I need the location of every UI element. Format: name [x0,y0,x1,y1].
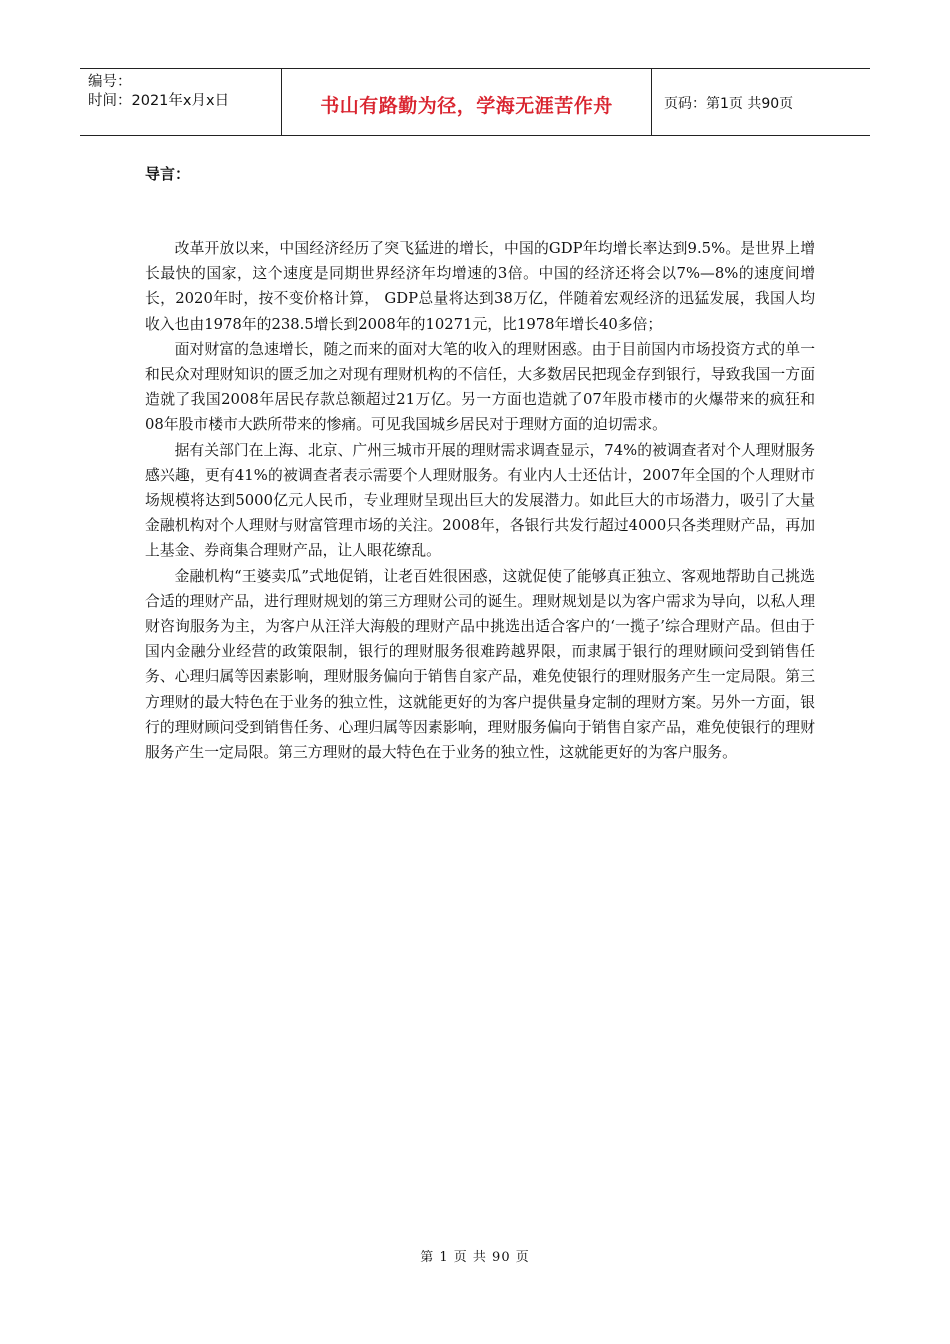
page-header [80,68,870,136]
header-meta [80,69,282,135]
paragraph: 改革开放以来，中国经济经历了突飞猛进的增长，中国的GDP年均增长率达到9.5%。是世界上增长最快的国家，这个速度是同期世界经济年均增速的3倍。中国的经济还将会以7%—8%的速度间增长，2020年时，按不变价格计算， GDP总量将达到38万亿，伴随着宏观经济的迅猛发展，我国人均收入也由1978年的238.5增长到2008年的10271元，比1978年增长40多倍； [145,240,815,333]
paragraph: 面对财富的急速增长，随之而来的面对大笔的收入的理财困惑。由于目前国内市场投资方式的单一和民众对理财知识的匮乏加之对现有理财机构的不信任，大多数居民把现金存到银行，导致我国一方面造就了我国2008年居民存款总额超过21万亿。另一方面也造就了07年股市楼市的火爆带来的疯狂和08年股市楼市大跌所带来的惨痛。可见我国城乡居民对于理财方面的迫切需求。 [145,340,815,434]
header-page-info: 页码：第1页 共90页 [664,96,794,112]
header-page-info-cell [652,69,870,135]
paragraph: 金融机构“王婆卖瓜”式地促销，让老百姓很困惑，这就促使了能够真正独立、客观地帮助自己挑选合适的理财产品，进行理财规划的第三方理财公司的诞生。理财规划是以为客户需求为导向，以私人理财咨询服务为主，为客户从汪洋大海般的理财产品中挑选出适合客户的‘一揽子’综合理财产品。但由于国内金融分业经营的政策限制，银行的理财服务很难跨越界限，而隶属于银行的理财顾问受到销售任务、心理归属等因素影响，理财服务偏向于销售自家产品，难免使银行的理财服务产生一定局限。第三方理财的最大特色在于业务的独立性，这就能更好的为客户提供量身定制的理财方案。另外一方面，银行的理财顾问受到销售任务、心理归属等因素影响，理财服务偏向于销售自家产品，难免使银行的理财服务产生一定局限。第三方理财的最大特色在于业务的独立性，这就能更好的为客户服务。 [145,567,815,762]
header-motto-cell [282,69,652,135]
paragraph: 据有关部门在上海、北京、广州三城市开展的理财需求调查显示，74%的被调查者对个人理财服务感兴趣，更有41%的被调查者表示需要个人理财服务。有业内人士还估计，2007年全国的个人理财市场规模将达到5000亿元人民币，专业理财呈现出巨大的发展潜力。如此巨大的市场潜力，吸引了大量金融机构对个人理财与财富管理市场的关注。2008年，各银行共发行超过4000只各类理财产品，再加上基金、券商集合理财产品，让人眼花缭乱。 [145,441,815,560]
document-number-label: 编号： [88,74,132,90]
document-date-label: 时间：2021年x月x日 [88,93,230,109]
section-title: 导言： [145,165,191,183]
page-footer: 第 1 页 共 90 页 [420,1250,530,1265]
header-motto: 书山有路勤为径，学海无涯苦作舟 [320,94,613,117]
body-text [145,236,815,765]
